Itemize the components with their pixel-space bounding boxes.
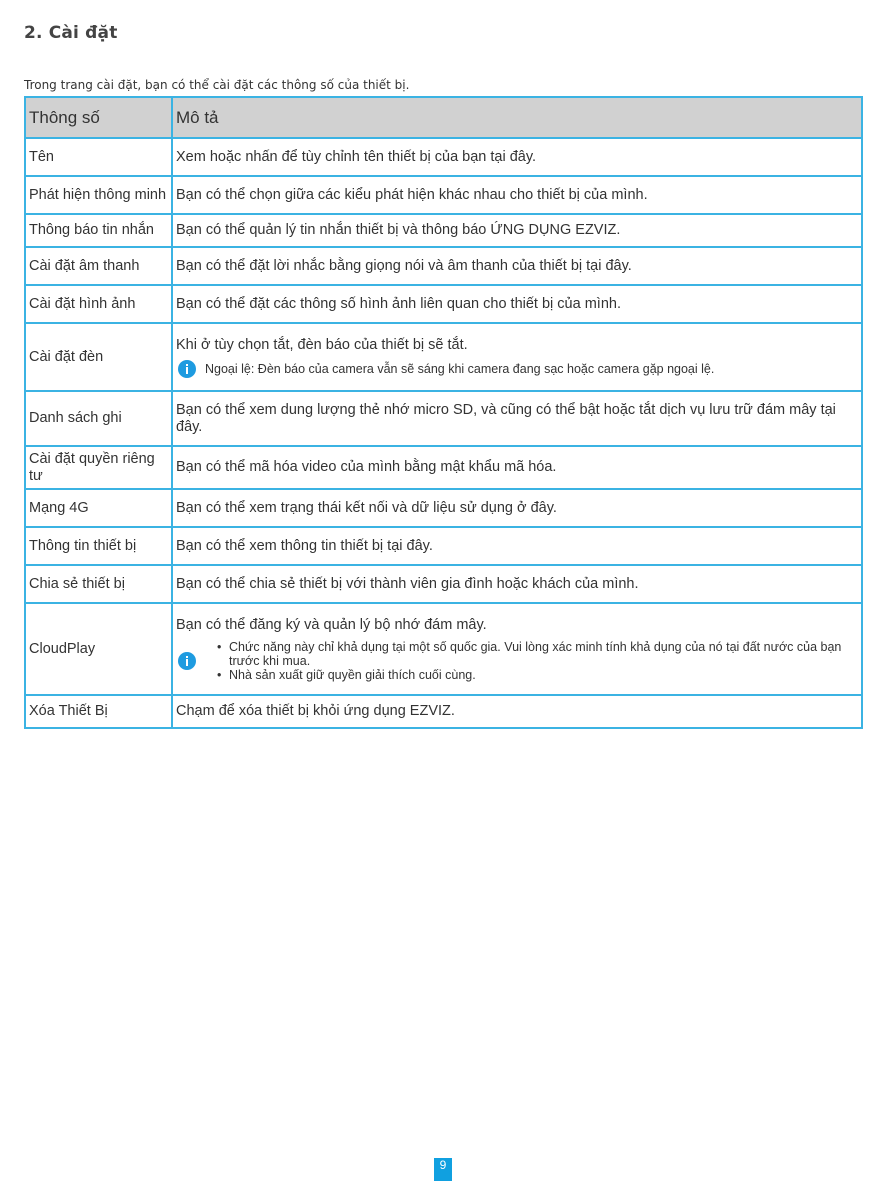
page-number: 9 [434, 1158, 452, 1181]
param-cell: Xóa Thiết Bị [25, 695, 172, 728]
desc-cell: Bạn có thể quản lý tin nhắn thiết bị và thông báo ỨNG DỤNG EZVIZ. [172, 214, 862, 247]
param-cell: Cài đặt âm thanh [25, 247, 172, 285]
desc-cell [172, 323, 862, 391]
param-cell: Thông tin thiết bị [25, 527, 172, 565]
table-row [25, 391, 862, 446]
note [176, 360, 858, 378]
note-text: Ngoại lệ: Đèn báo của camera vẫn sẽ sáng khi camera đang sạc hoặc camera gặp ngoại lệ. [205, 361, 715, 376]
param-cell: Cài đặt đèn [25, 323, 172, 391]
desc-cell: Bạn có thể xem thông tin thiết bị tại đây. [172, 527, 862, 565]
param-cell: Mạng 4G [25, 489, 172, 527]
desc-cell: Bạn có thể chia sẻ thiết bị với thành viên gia đình hoặc khách của mình. [172, 565, 862, 603]
table-row [25, 603, 862, 695]
param-cell: Phát hiện thông minh [25, 176, 172, 214]
desc-text: Bạn có thể đăng ký và quản lý bộ nhớ đám mây. [176, 616, 487, 633]
table-row [25, 176, 862, 214]
desc-cell: Bạn có thể xem trạng thái kết nối và dữ liệu sử dụng ở đây. [172, 489, 862, 527]
desc-cell: Bạn có thể chọn giữa các kiểu phát hiện khác nhau cho thiết bị của mình. [172, 176, 862, 214]
table-row [25, 285, 862, 323]
table-row [25, 695, 862, 728]
param-cell: Thông báo tin nhắn [25, 214, 172, 247]
param-cell: Tên [25, 138, 172, 176]
section-number: 2. [24, 23, 43, 43]
table-row [25, 138, 862, 176]
table-row [25, 446, 862, 489]
param-cell: Cài đặt quyền riêng tư [25, 446, 172, 489]
desc-cell: Bạn có thể xem dung lượng thẻ nhớ micro SD, và cũng có thể bật hoặc tắt dịch vụ lưu trữ đám mây tại đây. [172, 391, 862, 446]
table-header-row [25, 97, 862, 138]
section-heading [24, 23, 118, 43]
desc-cell: Bạn có thể đặt các thông số hình ảnh liên quan cho thiết bị của mình. [172, 285, 862, 323]
header-desc: Mô tả [172, 97, 862, 138]
table-row [25, 214, 862, 247]
desc-cell: Bạn có thể đặt lời nhắc bằng giọng nói và âm thanh của thiết bị tại đây. [172, 247, 862, 285]
desc-text: Khi ở tùy chọn tắt, đèn báo của thiết bị sẽ tắt. [176, 336, 468, 353]
list-item: • Chức năng này chỉ khả dụng tại một số quốc gia. Vui lòng xác minh tính khả dụng của nó tại đất nước của bạn trước khi mua. [217, 640, 858, 668]
table-row [25, 247, 862, 285]
desc-cell: Xem hoặc nhấn để tùy chỉnh tên thiết bị của bạn tại đây. [172, 138, 862, 176]
table-row [25, 527, 862, 565]
desc-cell [172, 603, 862, 695]
info-icon [178, 652, 196, 670]
intro-text: Trong trang cài đặt, bạn có thể cài đặt các thông số của thiết bị. [24, 78, 410, 92]
param-cell: Chia sẻ thiết bị [25, 565, 172, 603]
note [176, 640, 858, 682]
settings-table [24, 96, 863, 729]
note-list [205, 640, 858, 682]
section-title: Cài đặt [48, 23, 118, 43]
table-row [25, 323, 862, 391]
table-row [25, 489, 862, 527]
param-cell: Danh sách ghi [25, 391, 172, 446]
param-cell: Cài đặt hình ảnh [25, 285, 172, 323]
desc-cell: Bạn có thể mã hóa video của mình bằng mật khẩu mã hóa. [172, 446, 862, 489]
param-cell: CloudPlay [25, 603, 172, 695]
list-item: • Nhà sản xuất giữ quyền giải thích cuối cùng. [217, 668, 858, 682]
table-row [25, 565, 862, 603]
header-param: Thông số [25, 97, 172, 138]
info-icon [178, 360, 196, 378]
desc-cell: Chạm để xóa thiết bị khỏi ứng dụng EZVIZ. [172, 695, 862, 728]
